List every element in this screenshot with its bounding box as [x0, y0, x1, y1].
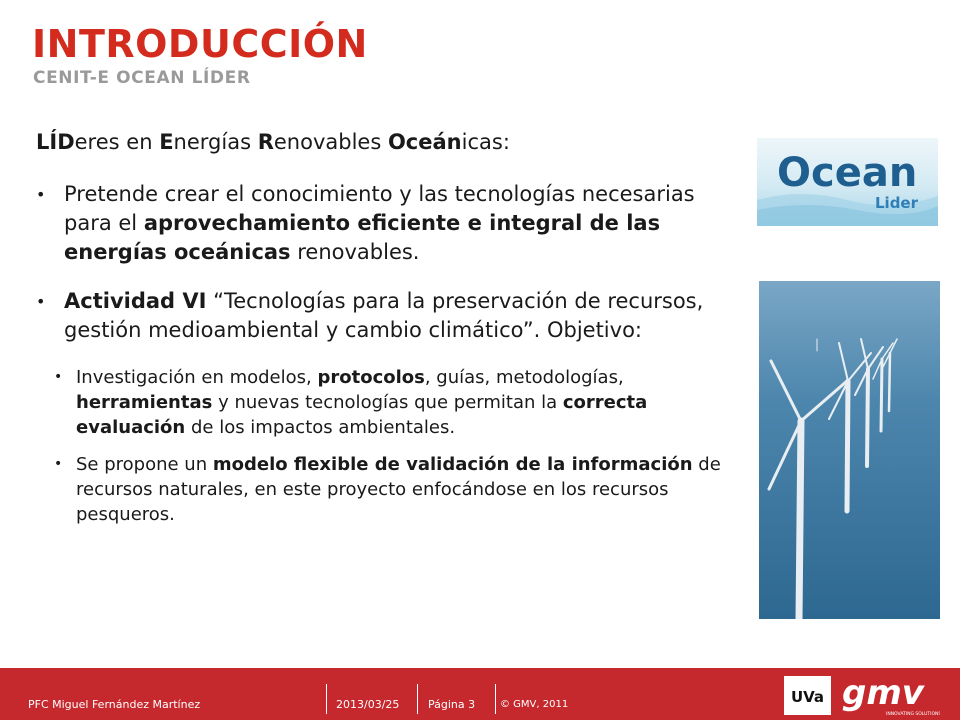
slide-title: INTRODUCCIÓN — [32, 22, 368, 66]
bullet-icon: • — [54, 456, 63, 472]
sub-bullet-model: • Se propone un modelo flexible de validación de la información de recursos naturales, en este proyecto enfocándose en los recursos pesqueros. — [54, 454, 721, 525]
gmv-tagline: INNOVATING SOLUTIONS — [886, 712, 940, 717]
uva-logo: UVa — [784, 676, 831, 715]
sub-bullet-research: • Investigación en modelos, protocolos, guías, metodologías, herramientas y nuevas tecnologías que permitan la correcta evaluación de los impactos ambientales. — [54, 367, 648, 438]
bullet-icon: • — [54, 369, 63, 385]
bullet-icon: • — [36, 185, 46, 204]
footer-author: PFC Miguel Fernández Martínez — [28, 698, 201, 711]
logo-sub: Lider — [875, 194, 919, 212]
footer-divider — [495, 684, 496, 714]
ocean-lider-logo — [757, 138, 938, 226]
intro-line: LÍDeres en Energías Renovables Oceánicas: — [36, 130, 510, 154]
gmv-logo — [840, 674, 940, 722]
slide-subtitle: CENIT-E OCEAN LÍDER — [33, 68, 251, 88]
slide-body — [36, 130, 736, 539]
footer-date: 2013/03/25 — [336, 698, 400, 711]
bullet-icon: • — [36, 292, 46, 311]
logo-word: Ocean — [777, 150, 918, 196]
gmv-word: gmv — [842, 674, 924, 713]
bullet-activity: • Actividad VI “Tecnologías para la preservación de recursos, gestión medioambiental y cambio climático”. Objetivo: — [36, 289, 704, 342]
wind-turbines-photo — [759, 281, 940, 619]
footer-divider — [326, 684, 327, 714]
bullet-purpose: • Pretende crear el conocimiento y las tecnologías necesarias para el aprovechamiento eficiente e integral de las energías oceánicas renovables. — [36, 182, 695, 264]
footer-copyright: © GMV, 2011 — [500, 699, 569, 710]
footer-page: Página 3 — [428, 698, 476, 711]
footer-divider — [417, 684, 418, 714]
